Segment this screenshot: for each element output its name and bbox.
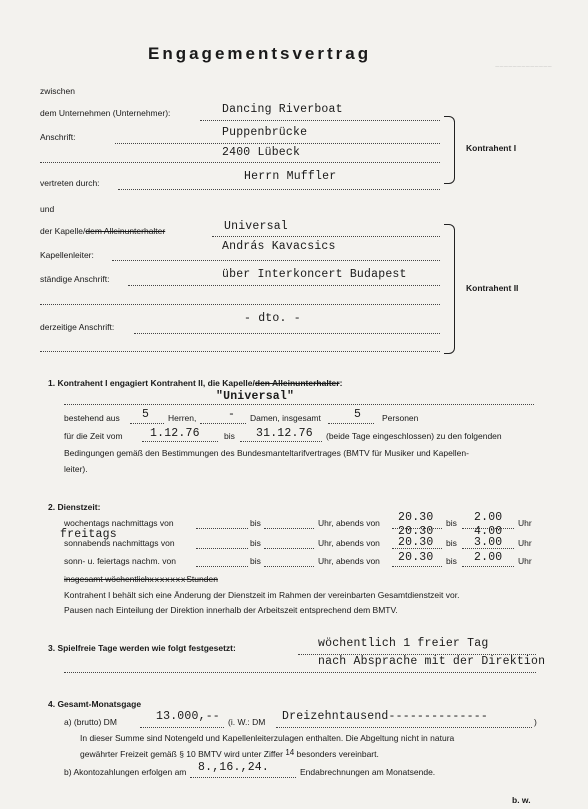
label-kapelle-struck: dem Alleinunterhalter xyxy=(85,226,166,236)
label-zwischen: zwischen xyxy=(40,86,75,96)
section3-heading: 3. Spielfreie Tage werden wie folgt festgesetzt: xyxy=(48,643,236,653)
text-gage-1: In dieser Summe sind Notengeld und Kapellenleiterzulagen enthalten. Die Abgeltung nicht in natura xyxy=(80,733,455,743)
line xyxy=(140,727,224,728)
dienstzeit-row-sonnabends-label: sonnabends nachmittags von xyxy=(64,538,175,548)
label-kapelle-text: der Kapelle/ xyxy=(40,226,86,236)
section1-heading xyxy=(48,378,342,388)
value-zeit-von: 1.12.76 xyxy=(150,427,200,440)
label-bis: bis xyxy=(250,538,261,548)
value-staendige-anschrift: über Interkoncert Budapest xyxy=(222,268,407,281)
line xyxy=(196,528,248,529)
brace-kontrahent-1 xyxy=(444,116,455,184)
value-herren: 5 xyxy=(142,408,150,421)
text-gage-2a: gewährter Freizeit gemäß § 10 BMTV wird unter Ziffer xyxy=(80,749,283,759)
value-unternehmen: Dancing Riverboat xyxy=(222,103,343,116)
page-title: Engagementsvertrag xyxy=(148,44,372,63)
line xyxy=(264,548,314,549)
label-uhr: Uhr xyxy=(518,518,532,528)
text-dienstzeit-note-1: Kontrahent I behält sich eine Änderung der Dienstzeit im Rahmen der vereinbarten Gesamtdienstzeit vor. xyxy=(64,590,460,600)
label-bestehend: bestehend aus xyxy=(64,413,120,423)
line xyxy=(112,260,440,261)
text-leiter: leiter). xyxy=(64,464,88,474)
label-akonto: b) Akontozahlungen erfolgen am xyxy=(64,767,187,777)
label-uhr-abends: Uhr, abends von xyxy=(318,518,380,528)
value-spielfrei-1: wöchentlich 1 freier Tag xyxy=(318,637,489,650)
label-kapelle xyxy=(40,226,165,236)
label-uhr: Uhr xyxy=(518,538,532,548)
brace-kontrahent-2 xyxy=(444,224,455,354)
value-damen: - xyxy=(228,408,236,421)
value-anschrift-street: Puppenbrücke xyxy=(222,126,308,139)
text-gage-2 xyxy=(80,748,379,759)
value-kapelle-name: "Universal" xyxy=(216,390,295,403)
label-kontrahent-1: Kontrahent I xyxy=(466,143,517,153)
label-bis: bis xyxy=(446,556,457,566)
label-uhr-abends: Uhr, abends von xyxy=(318,556,380,566)
label-herren: Herren, xyxy=(168,413,197,423)
value-anschrift-city: 2400 Lübeck xyxy=(222,146,301,159)
label-damen: Damen, insgesamt xyxy=(250,413,321,423)
line xyxy=(240,441,322,442)
value-kapelle: Universal xyxy=(224,220,288,233)
value-ziffer: 14 xyxy=(285,748,295,757)
line xyxy=(118,189,440,190)
line xyxy=(134,333,440,334)
line xyxy=(190,777,296,778)
line xyxy=(264,566,314,567)
label-zeit-vom: für die Zeit vom xyxy=(64,431,123,441)
line xyxy=(200,423,246,424)
line xyxy=(130,423,164,424)
line xyxy=(200,120,440,121)
struck-stunden-text: Stunden xyxy=(186,574,218,584)
label-bis: bis xyxy=(446,518,457,528)
line xyxy=(40,351,440,352)
dienstzeit-row-wochentags-bis: 2.00 xyxy=(474,511,503,524)
label-unternehmen: dem Unternehmen (Unternehmer): xyxy=(40,108,171,118)
line xyxy=(128,285,440,286)
line xyxy=(40,162,440,163)
text-gage-2b: besonders vereinbart. xyxy=(296,749,379,759)
label-zeit-bis: bis xyxy=(224,431,235,441)
section1-heading-struck: den Alleinunterhalter xyxy=(254,378,340,388)
label-iw-dm: (i. W.: DM xyxy=(228,717,266,727)
label-uhr-abends: Uhr, abends von xyxy=(318,538,380,548)
label-derzeitige-anschrift: derzeitige Anschrift: xyxy=(40,322,115,332)
label-vertreten: vertreten durch: xyxy=(40,178,100,188)
label-uhr: Uhr xyxy=(518,556,532,566)
value-freitags-von: 20.30 xyxy=(398,525,434,538)
value-gage-amount: 13.000,-- xyxy=(156,710,220,723)
struck-insgesamt-line: insgesamt wöchentlichxxxxxxxStunden xyxy=(64,574,218,584)
dienstzeit-row-wochentags-label: wochentags nachmittags von xyxy=(64,518,174,528)
line xyxy=(264,528,314,529)
dienstzeit-row-feiertags-von: 20.30 xyxy=(398,551,434,564)
line xyxy=(196,548,248,549)
section4-heading: 4. Gesamt-Monatsgage xyxy=(48,699,142,709)
dienstzeit-row-feiertags-label: sonn- u. feiertags nachm. von xyxy=(64,556,176,566)
line xyxy=(40,304,440,305)
value-vertreten: Herrn Muffler xyxy=(244,170,337,183)
text-endabrechnung: Endabrechnungen am Monatsende. xyxy=(300,767,436,777)
label-close-paren: ) xyxy=(534,717,537,727)
value-kapellenleiter: András Kavacsics xyxy=(222,240,336,253)
line xyxy=(392,566,442,567)
footer-bw: b. w. xyxy=(512,795,531,805)
label-anschrift: Anschrift: xyxy=(40,132,76,142)
label-kontrahent-2: Kontrahent II xyxy=(466,283,519,293)
line xyxy=(212,236,440,237)
text-bedingungen: Bedingungen gemäß den Bestimmungen des Bundesmanteltarifvertrages (BMTV für Musiker und Kapellen- xyxy=(64,448,469,458)
label-staendige-anschrift: ständige Anschrift: xyxy=(40,274,110,284)
dienstzeit-row-sonnabends-bis: 3.00 xyxy=(474,536,503,549)
value-freitags-bis: 4.00 xyxy=(474,525,503,538)
label-brutto-dm: a) (brutto) DM xyxy=(64,717,117,727)
dienstzeit-row-feiertags-bis: 2.00 xyxy=(474,551,503,564)
value-zeit-bis: 31.12.76 xyxy=(256,427,313,440)
label-bis: bis xyxy=(446,538,457,548)
label-zeit-post: (beide Tage eingeschlossen) zu den folgenden xyxy=(326,431,502,441)
label-bis: bis xyxy=(250,518,261,528)
dienstzeit-row-sonnabends-von: 20.30 xyxy=(398,536,434,549)
line xyxy=(64,672,536,673)
value-akonto-dates: 8.,16.,24. xyxy=(198,761,270,774)
line xyxy=(142,441,218,442)
section2-heading: 2. Dienstzeit: xyxy=(48,502,101,512)
struck-insgesamt-text: insgesamt wöchentlich xyxy=(64,574,150,584)
line xyxy=(462,566,514,567)
value-gage-words: Dreizehntausend-------------- xyxy=(282,710,488,723)
label-personen: Personen xyxy=(382,413,419,423)
value-insgesamt: 5 xyxy=(354,408,362,421)
value-freitags: freitags xyxy=(60,528,117,541)
line xyxy=(196,566,248,567)
text-dienstzeit-note-2: Pausen nach Einteilung der Direktion innerhalb der Arbeitszeit entsprechend dem BMTV. xyxy=(64,605,398,615)
section1-heading-colon: : xyxy=(339,378,343,388)
label-und: und xyxy=(40,204,55,214)
value-derzeitige-anschrift: - dto. - xyxy=(244,312,301,325)
section1-heading-text: 1. Kontrahent I engagiert Kontrahent II, die Kapelle/ xyxy=(48,378,255,388)
dienstzeit-row-wochentags-von: 20.30 xyxy=(398,511,434,524)
value-spielfrei-2: nach Absprache mit der Direktion xyxy=(318,655,546,668)
line xyxy=(64,404,534,405)
line xyxy=(328,423,374,424)
label-bis: bis xyxy=(250,556,261,566)
line xyxy=(276,727,532,728)
label-kapellenleiter: Kapellenleiter: xyxy=(40,250,94,260)
line xyxy=(115,143,440,144)
bleed-through-text: ~~~~~~~~~~~~~ xyxy=(495,62,552,71)
